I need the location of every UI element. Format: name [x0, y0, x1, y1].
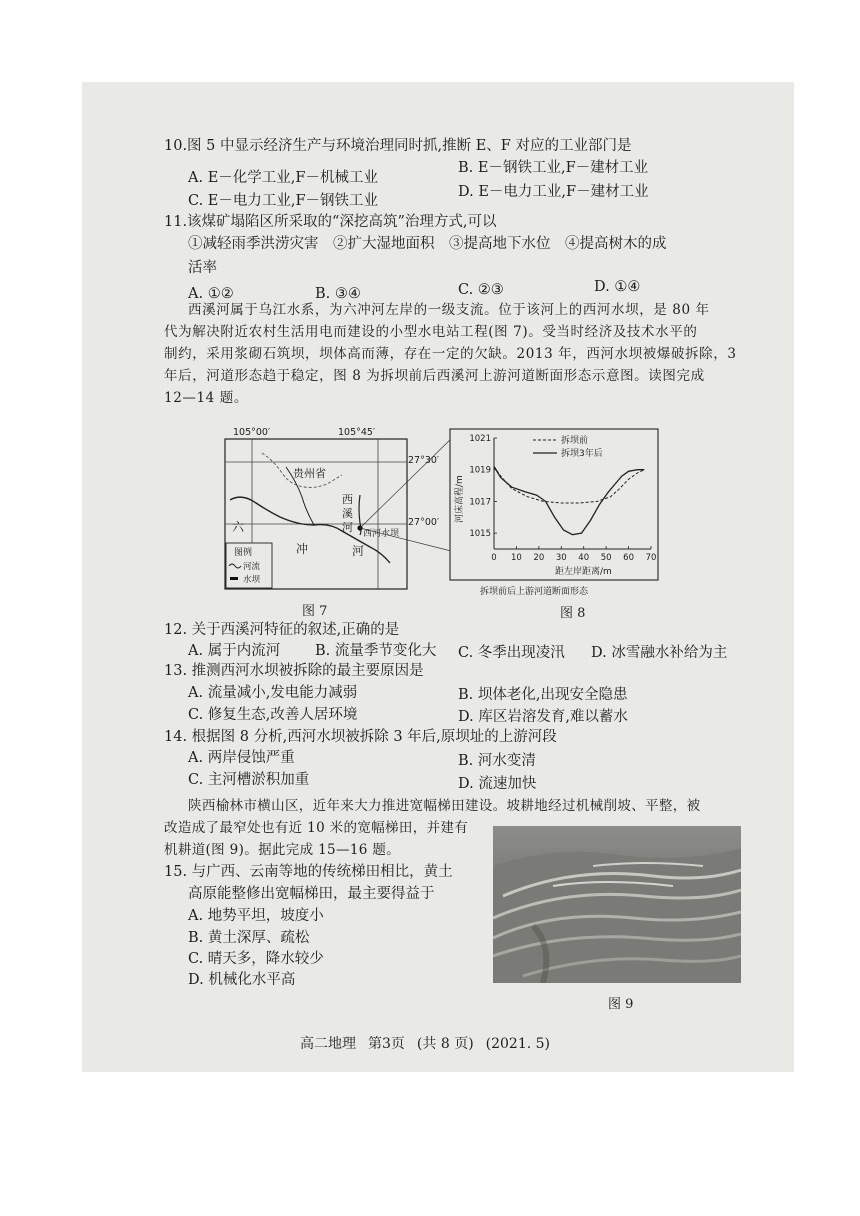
- q13-option-a: A. 流量减小,发电能力减弱: [188, 685, 358, 701]
- q15-option-d: D. 机械化水平高: [188, 972, 296, 988]
- passage1-line: 西溪河属于乌江水系，为六冲河左岸的一级支流。位于该河上的西河水坝，是 80 年: [188, 302, 710, 318]
- passage1-line: 年后，河道形态趋于稳定，图 8 为拆坝前后西溪河上游河道断面形态示意图。读图完成: [164, 368, 705, 384]
- q11-stem: 11.该煤矿塌陷区所采取的“深挖高筑”治理方式,可以: [164, 214, 497, 230]
- chart-x-tick-label: 50: [600, 553, 612, 563]
- passage1-line: 制约，采用浆砌石筑坝，坝体高而薄，存在一定的欠缺。2013 年，西河水坝被爆破拆除，3: [164, 346, 737, 362]
- q14-option-d: D. 流速加快: [458, 776, 537, 792]
- q15-option-a: A. 地势平坦，坡度小: [188, 908, 324, 924]
- q12-option-c: C. 冬季出现凌汛: [458, 645, 565, 661]
- q11-options-line1: ①减轻雨季洪涝灾害 ②扩大湿地面积 ③提高地下水位 ④提高树木的成: [188, 236, 667, 252]
- q15-option-c: C. 晴天多，降水较少: [188, 951, 324, 967]
- map-dam-label: 西河水坝: [363, 529, 400, 539]
- figure-8-chart: [449, 428, 663, 600]
- q14-option-c: C. 主河槽淤积加重: [188, 772, 310, 788]
- chart-y-tick-label: 1017: [469, 497, 491, 508]
- q14-stem: 14. 根据图 8 分析,西河水坝被拆除 3 年后,原坝址的上游河段: [164, 729, 557, 745]
- q11-option-b: B. ③④: [315, 286, 361, 302]
- q13-option-c: C. 修复生态,改善人居环境: [188, 707, 358, 723]
- passage2-line: 机耕道(图 9)。据此完成 15—16 题。: [164, 842, 401, 858]
- map-lon-label: 105°00′: [233, 427, 271, 438]
- footer-total: (共 8 页): [416, 1036, 474, 1052]
- page-footer: [300, 1033, 562, 1053]
- q12-option-a: A. 属于内流河: [188, 643, 281, 659]
- map-province-label: 贵州省: [293, 467, 326, 480]
- chart-xlabel: 距左岸距离/m: [555, 567, 612, 577]
- q14-option-b: B. 河水变清: [458, 753, 536, 769]
- map-river-char: 河: [352, 544, 365, 558]
- q11-options-line2: 活率: [188, 260, 217, 276]
- chart-x-tick-label: 60: [623, 553, 634, 563]
- q10-stem: 10.图 5 中显示经济生产与环境治理同时抓,推断 E、F 对应的工业部门是: [164, 138, 632, 154]
- chart-legend-label: 拆坝前: [561, 436, 589, 446]
- chart-x-tick-label: 0: [491, 553, 497, 563]
- map-lon-label: 105°45′: [338, 427, 376, 438]
- chart-x-tick-label: 40: [578, 553, 590, 563]
- map-river-char: 六: [232, 520, 245, 534]
- map-river-xi-char: 溪: [342, 507, 353, 520]
- q11-option-d: D. ①④: [594, 279, 641, 295]
- chart-y-tick-label: 1015: [469, 529, 491, 540]
- q15-stem-line1: 15. 与广西、云南等地的传统梯田相比，黄土: [164, 864, 453, 880]
- figure-9-caption: 图 9: [608, 997, 634, 1012]
- figure-7-caption: 图 7: [302, 604, 328, 619]
- q10-option-c: C. E－电力工业,F－钢铁工业: [188, 193, 379, 209]
- chart-legend-label: 拆坝3年后: [561, 449, 603, 459]
- map-lat-label: 27°30′: [408, 455, 440, 466]
- passage2-line: 改造成了最窄处也有近 10 米的宽幅梯田，并建有: [164, 820, 469, 836]
- q12-stem: 12. 关于西溪河特征的叙述,正确的是: [164, 622, 400, 638]
- figure-9-terraces-photo: [493, 826, 741, 983]
- q13-option-d: D. 库区岩溶发育,难以蓄水: [458, 709, 628, 725]
- chart-ylabel: 河床高程/m: [455, 475, 465, 523]
- q14-option-a: A. 两岸侵蚀严重: [188, 750, 295, 766]
- chart-x-tick-label: 20: [533, 553, 545, 563]
- map-river-xi-char: 河: [342, 521, 353, 534]
- chart-x-tick-label: 30: [555, 553, 567, 563]
- q11-option-a: A. ①②: [188, 286, 234, 302]
- q10-option-b: B. E－钢铁工业,F－建材工业: [458, 160, 649, 176]
- map-river-xi-char: 西: [342, 493, 353, 506]
- footer-date: (2021. 5): [485, 1036, 551, 1052]
- map-lat-label: 27°00′: [408, 517, 440, 528]
- map-connector-lines: [355, 425, 460, 565]
- q13-stem: 13. 推测西河水坝被拆除的最主要原因是: [164, 663, 424, 679]
- footer-subject: 高二地理: [300, 1036, 356, 1052]
- map-river-char: 冲: [296, 542, 309, 556]
- q12-option-d: D. 冰雪融水补给为主: [591, 645, 728, 661]
- figure-8-caption: 图 8: [560, 606, 586, 621]
- q11-option-c: C. ②③: [458, 282, 504, 298]
- chart-y-tick-label: 1019: [469, 465, 491, 476]
- chart-x-tick-label: 10: [511, 553, 522, 563]
- q10-option-d: D. E－电力工业,F－建材工业: [458, 184, 649, 200]
- q15-option-b: B. 黄土深厚、疏松: [188, 930, 310, 946]
- map-legend-title: 图例: [234, 548, 253, 558]
- legend-dam-symbol: [230, 577, 238, 580]
- map-legend-dam: 水坝: [243, 575, 261, 585]
- passage1-line: 12—14 题。: [164, 390, 248, 406]
- q15-stem-line2: 高原能整修出宽幅梯田，最主要得益于: [188, 886, 435, 902]
- q10-option-a: A. E－化学工业,F－机械工业: [188, 170, 378, 186]
- q13-option-b: B. 坝体老化,出现安全隐患: [458, 687, 628, 703]
- chart-y-tick-label: 1021: [469, 434, 491, 444]
- passage1-line: 代为解决附近农村生活用电而建设的小型水电站工程(图 7)。受当时经济及技术水平的: [164, 324, 698, 340]
- footer-page: 第3页: [368, 1036, 405, 1052]
- passage2-line: 陕西榆林市横山区，近年来大力推进宽幅梯田建设。坡耕地经过机械削坡、平整，被: [188, 798, 701, 814]
- chart-x-tick-label: 70: [645, 553, 657, 563]
- map-legend-river: 河流: [243, 562, 261, 572]
- chart-subtitle: 拆坝前后上游河道断面形态: [480, 587, 589, 597]
- q12-option-b: B. 流量季节变化大: [315, 643, 437, 659]
